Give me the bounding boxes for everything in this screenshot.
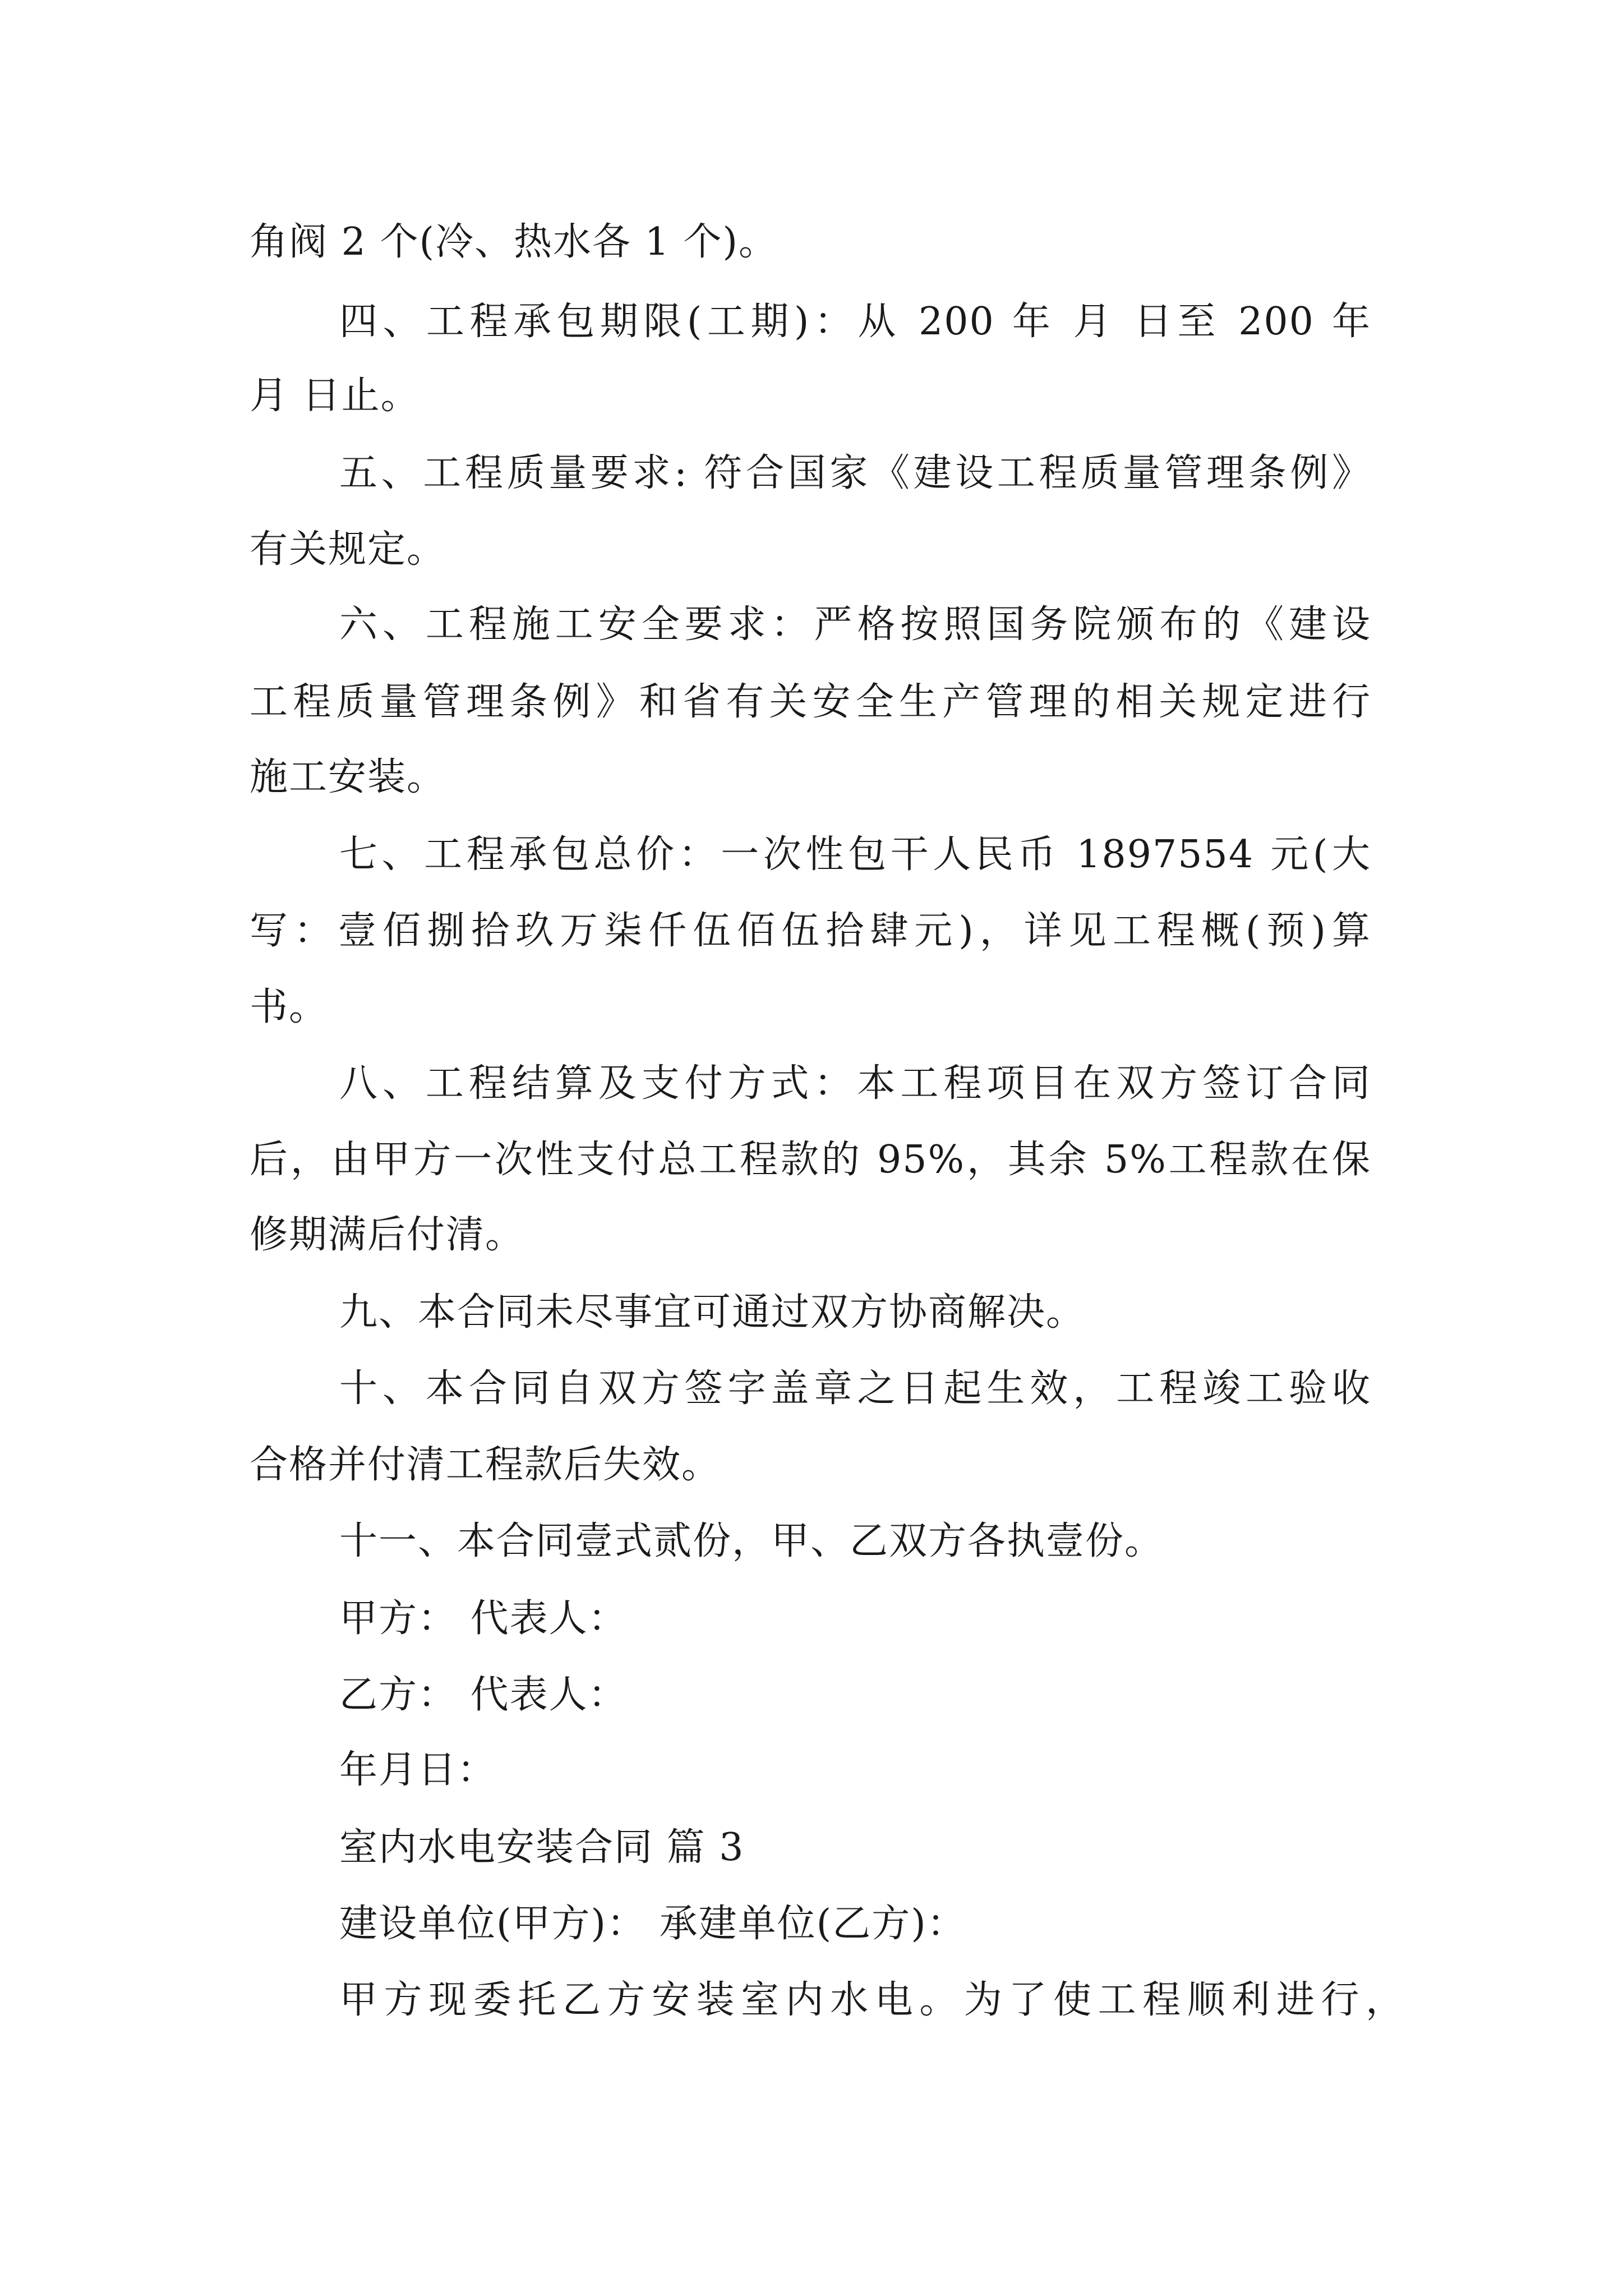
text-line: 后，由甲方一次性支付总工程款的 95%，其余 5%工程款在保	[250, 1138, 1371, 1182]
text-line: 十、本合同自双方签字盖章之日起生效，工程竣工验收	[339, 1366, 1371, 1411]
text-line: 四、工程承包期限(工期)：从 200 年 月 日至 200 年	[339, 300, 1371, 344]
text-line: 六、工程施工安全要求：严格按照国务院颁布的《建设	[339, 602, 1371, 647]
text-line: 施工安装。	[250, 755, 446, 799]
text-line: 角阀 2 个(冷、热水各 1 个)。	[250, 220, 778, 264]
text-line: 八、工程结算及支付方式：本工程项目在双方签订合同	[339, 1061, 1371, 1106]
text-line: 甲方现委托乙方安装室内水电。为了使工程顺利进行，	[339, 1978, 1405, 2022]
text-line: 五、工程质量要求: 符合国家《建设工程质量管理条例》	[339, 451, 1371, 495]
text-line: 修期满后付清。	[250, 1213, 525, 1257]
text-line: 七、工程承包总价：一次性包干人民币 1897554 元(大	[339, 832, 1371, 877]
text-line: 十一、本合同壹式贰份，甲、乙双方各执壹份。	[339, 1519, 1164, 1563]
text-line: 建设单位(甲方)： 承建单位(乙方)：	[339, 1902, 966, 1946]
text-line: 月 日止。	[250, 374, 420, 418]
text-line: 工程质量管理条例》和省有关安全生产管理的相关规定进行	[250, 680, 1371, 724]
text-line: 乙方： 代表人：	[339, 1673, 628, 1717]
text-line: 甲方： 代表人：	[339, 1596, 628, 1641]
text-line: 书。	[250, 985, 329, 1029]
text-line: 合格并付清工程款后失效。	[250, 1443, 721, 1487]
text-line: 有关规定。	[250, 527, 446, 572]
text-line: 室内水电安装合同 篇 3	[339, 1825, 745, 1870]
text-line: 写：壹佰捌拾玖万柒仟伍佰伍拾肆元)，详见工程概(预)算	[250, 909, 1371, 953]
text-line: 年月日：	[339, 1748, 497, 1792]
text-line: 九、本合同未尽事宜可通过双方协商解决。	[339, 1290, 1086, 1335]
